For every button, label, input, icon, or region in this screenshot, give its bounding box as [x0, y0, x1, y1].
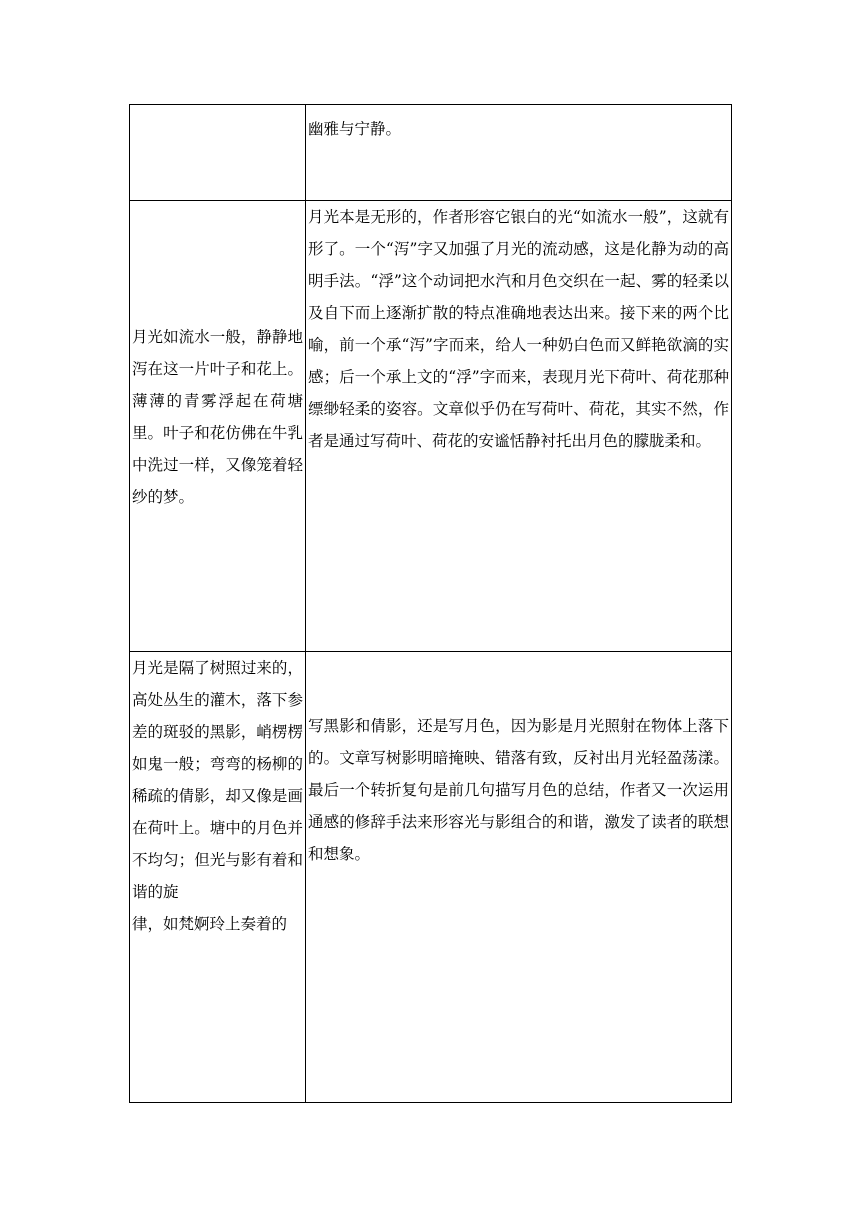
commentary-cell: [306, 105, 732, 201]
commentary-cell: [306, 652, 732, 1103]
original-text: [132, 652, 303, 940]
table-row: [130, 201, 732, 652]
commentary-text: 幽雅与宁静。: [308, 120, 402, 138]
annotation-table: [129, 104, 732, 1103]
table-row: [130, 105, 732, 201]
original-text: [132, 105, 303, 113]
original-text-paragraph: 律，如梵婀玲上奏着的: [132, 915, 288, 933]
original-text: 月光如流水一般，静静地泻在这一片叶子和花上。薄薄的青雾浮起在荷塘里。叶子和花仿佛在牛乳中洗过一样，又像笼着轻纱的梦。: [132, 328, 303, 506]
original-text-cell: [130, 201, 306, 652]
original-text-cell: [130, 105, 306, 201]
commentary-text: 月光本是无形的，作者形容它银白的光“如流水一般”，这就有形了。一个“泻”字又加强了月光的流动感，这是化静为动的高明手法。“浮”这个动词把水汽和月色交织在一起、雾的轻柔以及自下而上逐渐扩散的特点准确地表达出来。接下来的两个比喻，前一个承“泻”字而来，给人一种奶白色而又鲜艳欲滴的实感；后一个承上文的“浮”字而来，表现月光下荷叶、荷花那种缥缈轻柔的姿容。文章似乎仍在写荷叶、荷花，其实不然，作者是通过写荷叶、荷花的安谧恬静衬托出月色的朦胧柔和。: [308, 208, 729, 450]
commentary-text: 写黑影和倩影，还是写月色，因为影是月光照射在物体上落下的。文章写树影明暗掩映、错落有致，反衬出月光轻盈荡漾。最后一个转折复句是前几句描写月色的总结，作者又一次运用通感的修辞手法来形容光与影组合的和谐，激发了读者的联想和想象。: [308, 717, 729, 863]
table-row: [130, 652, 732, 1103]
original-text-paragraph: 月光是隔了树照过来的，高处丛生的灌木，落下参差的斑驳的黑影，峭楞楞如鬼一般；弯弯的杨柳的稀疏的倩影，却又像是画在荷叶上。塘中的月色并不均匀；但光与影有着和谐的旋: [132, 659, 303, 901]
commentary-cell: [306, 201, 732, 652]
original-text-cell: [130, 652, 306, 1103]
